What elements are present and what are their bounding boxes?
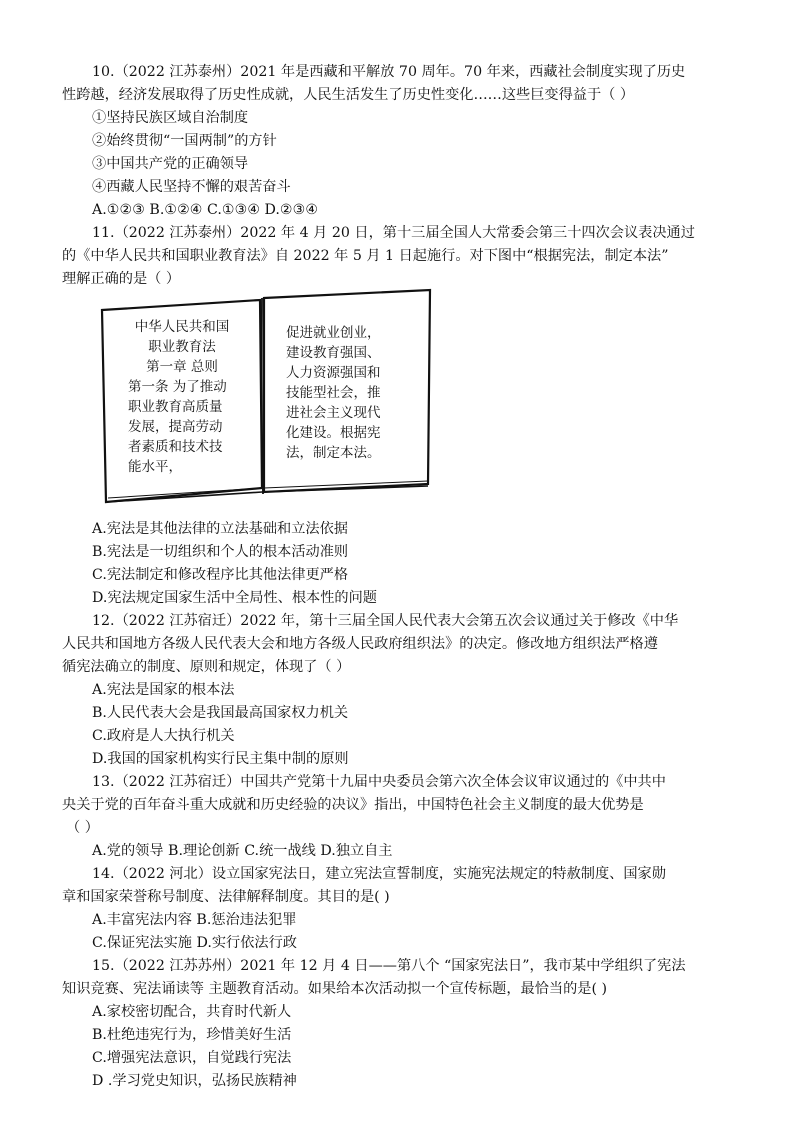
q11-stem-cont: 的《中华人民共和国职业教育法》自 2022 年 5 月 1 日起施行。对下图中“根据宪法，制定本法” — [62, 248, 669, 264]
q15-option-c: C.增强宪法意识，自觉践行宪法 — [92, 1050, 292, 1066]
law-book-illustration — [98, 288, 436, 508]
q10-item-4: ④西藏人民坚持不懈的艰苦奋斗 — [92, 179, 291, 195]
q12-option-d: D.我国的国家机构实行民主集中制的原则 — [92, 751, 349, 767]
book-right-line: 化建设。根据宪 — [286, 425, 381, 441]
q10-options: A.①②③ B.①②④ C.①③④ D.②③④ — [92, 202, 319, 218]
q10-item-1: ①坚持民族区域自治制度 — [92, 110, 249, 126]
book-left-line: 发展，提高劳动 — [128, 419, 223, 435]
q15-stem: 15.（2022 江苏苏州）2021 年 12 月 4 日——第八个 “国家宪法日”，我市某中学组织了宪法 — [92, 958, 686, 974]
book-law-title-2: 职业教育法 — [148, 339, 216, 355]
q11-option-d: D.宪法规定国家生活中全局性、根本性的问题 — [92, 590, 377, 606]
q12-stem-cont: 人民共和国地方各级人民代表大会和地方各级人民政府组织法》的决定。修改地方组织法严格遵 — [62, 636, 658, 652]
book-right-line: 促进就业创业， — [286, 325, 381, 341]
q11-option-b: B.宪法是一切组织和个人的根本活动准则 — [92, 544, 349, 560]
q10-stem-cont: 性跨越，经济发展取得了历史性成就，人民生活发生了历史性变化……这些巨变得益于（ ） — [62, 87, 635, 103]
book-right-line: 进社会主义现代 — [286, 405, 381, 421]
book-chapter-title: 第一章 总则 — [146, 359, 218, 375]
q10-item-3: ③中国共产党的正确领导 — [92, 156, 249, 172]
q11-stem-cont2: 理解正确的是（ ） — [62, 271, 181, 287]
q12-stem: 12.（2022 江苏宿迁）2022 年，第十三届全国人民代表大会第五次会议通过关于修改《中华 — [92, 613, 679, 629]
q12-option-b: B.人民代表大会是我国最高国家权力机关 — [92, 705, 349, 721]
q11-stem: 11.（2022 江苏泰州）2022 年 4 月 20 日，第十三届全国人大常委会第三十四次会议表决通过 — [92, 225, 695, 241]
q15-option-b: B.杜绝违宪行为，珍惜美好生活 — [92, 1027, 292, 1043]
q10-item-2: ②始终贯彻“一国两制”的方针 — [92, 133, 277, 149]
q15-stem-cont: 知识竞赛、宪法诵读等 主题教育活动。如果给本次活动拟一个宣传标题，最恰当的是( ) — [62, 981, 608, 997]
book-left-line: 第一条 为了推动 — [128, 379, 227, 395]
q10-stem: 10.（2022 江苏泰州）2021 年是西藏和平解放 70 周年。70 年来，西藏社会制度实现了历史 — [92, 64, 686, 80]
q12-option-a: A.宪法是国家的根本法 — [92, 682, 235, 698]
q14-stem-cont: 章和国家荣誉称号制度、法律解释制度。其目的是( ) — [62, 889, 390, 905]
q12-option-c: C.政府是人大执行机关 — [92, 728, 235, 744]
q12-stem-cont2: 循宪法确立的制度、原则和规定，体现了（ ） — [62, 659, 351, 675]
q15-option-a: A.家校密切配合，共育时代新人 — [92, 1004, 292, 1020]
q13-stem: 13.（2022 江苏宿迁）中国共产党第十九届中央委员会第六次全体会议审议通过的《中共中 — [92, 774, 666, 790]
book-right-line: 技能型社会，推 — [286, 385, 381, 401]
book-left-line: 职业教育高质量 — [128, 399, 223, 415]
q11-option-a: A.宪法是其他法律的立法基础和立法依据 — [92, 521, 348, 537]
book-law-title-1: 中华人民共和国 — [134, 319, 230, 335]
book-right-line: 建设教育强国、 — [286, 345, 381, 361]
q14-options-row1: A.丰富宪法内容 B.惩治违法犯罪 — [92, 912, 297, 928]
book-left-line: 者素质和技术技 — [128, 439, 223, 455]
book-left-line: 能水平， — [128, 459, 182, 475]
q15-option-d: D .学习党史知识，弘扬民族精神 — [92, 1073, 297, 1089]
q14-options-row2: C.保证宪法实施 D.实行依法行政 — [92, 935, 297, 951]
q13-answer-blank: （ ） — [66, 820, 99, 836]
q13-stem-cont: 央关于党的百年奋斗重大成就和历史经验的决议》指出，中国特色社会主义制度的最大优势是 — [62, 797, 644, 813]
q11-option-c: C.宪法制定和修改程序比其他法律更严格 — [92, 567, 349, 583]
book-right-line: 法，制定本法。 — [286, 445, 381, 461]
book-right-line: 人力资源强国和 — [286, 365, 381, 381]
q13-options: A.党的领导 B.理论创新 C.统一战线 D.独立自主 — [92, 843, 393, 859]
q14-stem: 14.（2022 河北）设立国家宪法日，建立宪法宣誓制度，实施宪法规定的特赦制度、国家勋 — [92, 866, 666, 882]
